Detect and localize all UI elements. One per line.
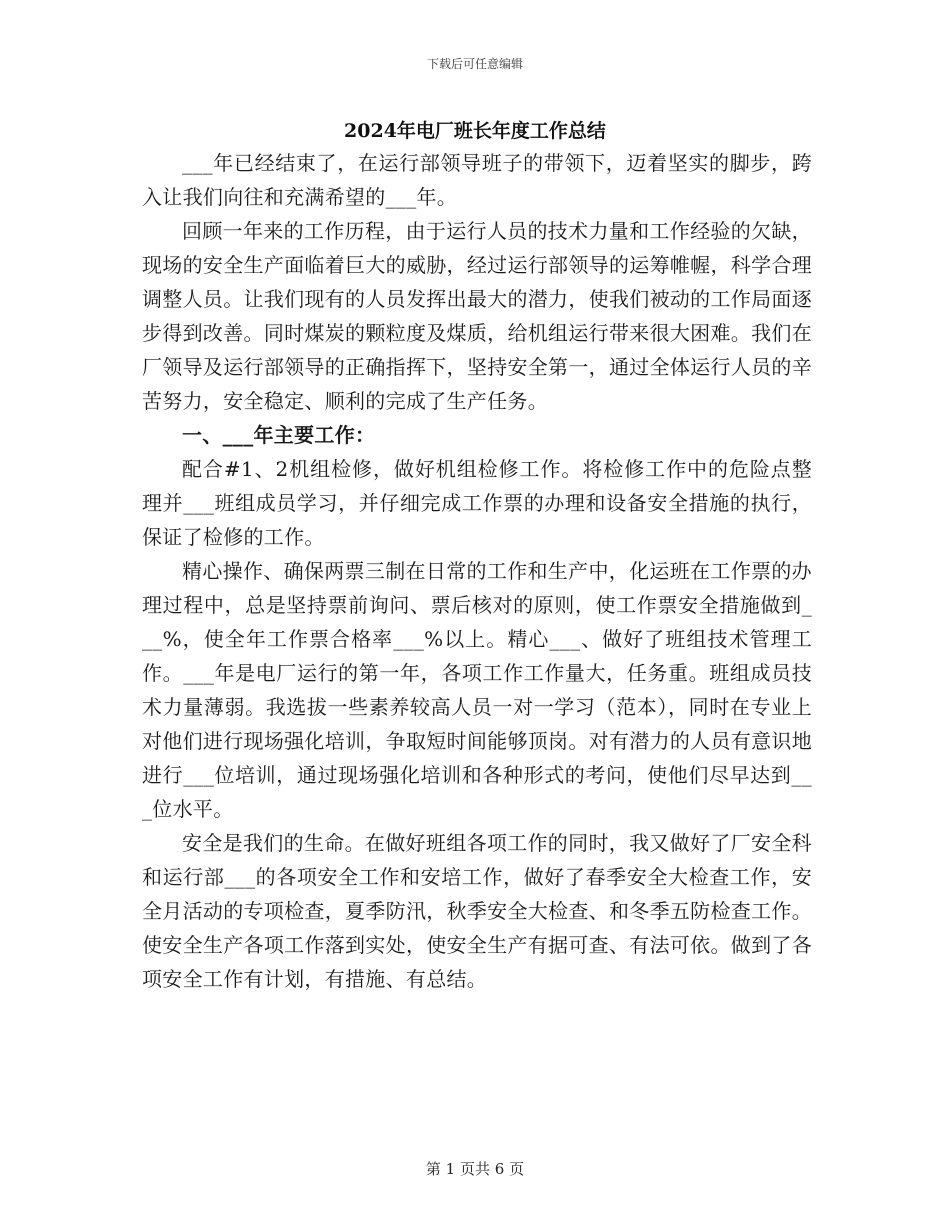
paragraph-maintenance: 配合#1、2机组检修，做好机组检修工作。将检修工作中的危险点整理并___班组成员学习，并仔细完成工作票的办理和设备安全措施的执行，保证了检修的工作。 <box>142 457 812 549</box>
paragraph-operations: 精心操作、确保两票三制在日常的工作和生产中，化运班在工作票的办理过程中，总是坚持票前询问、票后核对的原则，使工作票安全措施做到___%，使全年工作票合格率___%以上。精心___、做好了班组技术管理工作。___年是电厂运行的第一年，各项工作工作量大，任务重。班组成员技术力量薄弱。我选拔一些素养较高人员一对一学习（范本），同时在专业上对他们进行现场强化培训，争取短时间能够顶岗。对有潜力的人员有意识地进行___位培训，通过现场强化培训和各种形式的考问，使他们尽早达到___位水平。 <box>142 559 812 821</box>
paragraph-safety: 安全是我们的生命。在做好班组各项工作的同时，我又做好了厂安全科和运行部___的各项安全工作和安培工作，做好了春季安全大检查工作，安全月活动的专项检查，夏季防汛，秋季安全大检查、和冬季五防检查工作。使安全生产各项工作落到实处，使安全生产有据可查、有法可依。做到了各项安全工作有计划，有措施、有总结。 <box>142 831 812 991</box>
page-footer: 第 1 页共 6 页 <box>425 1160 525 1178</box>
header-note: 下载后可任意编辑 <box>426 57 523 71</box>
document-body <box>142 146 812 996</box>
paragraph-review: 回顾一年来的工作历程，由于运行人员的技术力量和工作经验的欠缺，现场的安全生产面临着巨大的威胁，经过运行部领导的运筹帷幄，科学合理调整人员。让我们现有的人员发挥出最大的潜力，使我们被动的工作局面逐步得到改善。同时煤炭的颗粒度及煤质，给机组运行带来很大困难。我们在厂领导及运行部领导的正确指挥下，坚持安全第一，通过全体运行人员的辛苦努力，安全稳定、顺利的完成了生产任务。 <box>142 219 812 413</box>
paragraph-intro: ___年已经结束了，在运行部领导班子的带领下，迈着坚实的脚步，跨入让我们向往和充满希望的___年。 <box>142 151 812 209</box>
section-heading-main-work: 一、___年主要工作： <box>182 423 376 447</box>
document-title: 2024年电厂班长年度工作总结 <box>344 120 606 142</box>
